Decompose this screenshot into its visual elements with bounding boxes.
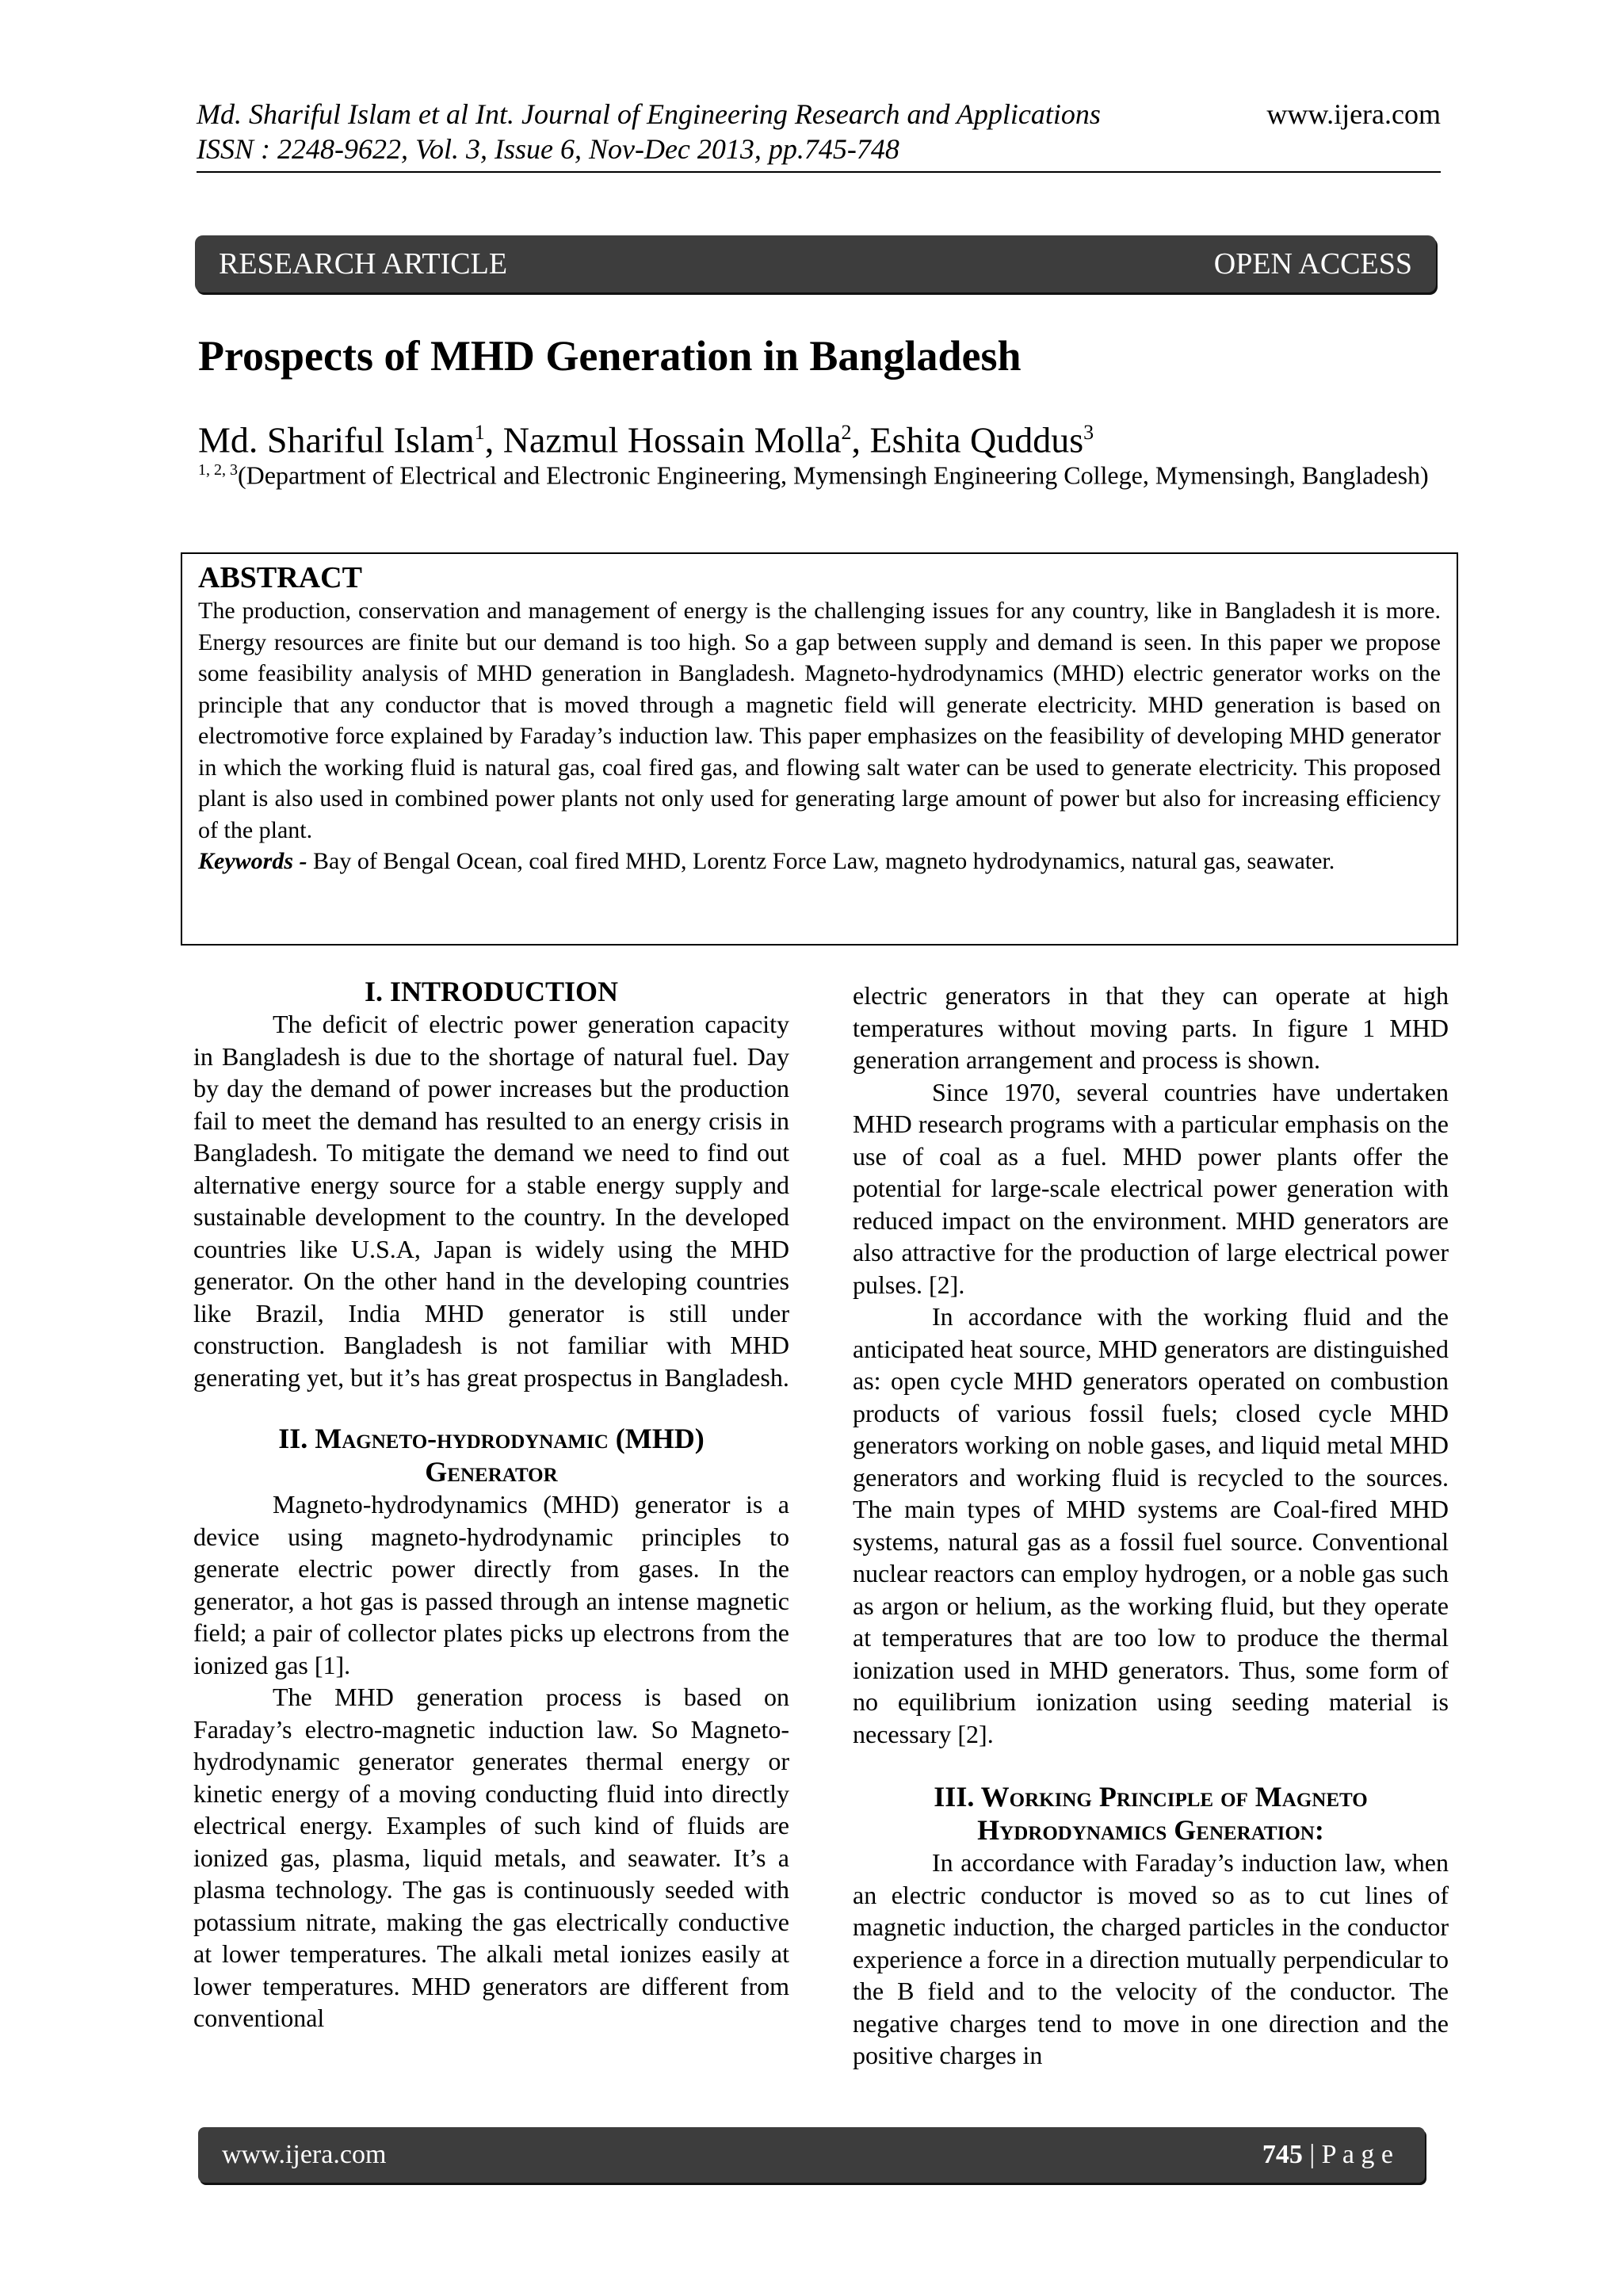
section-heading-line: Hydrodynamics Generation: (977, 1814, 1324, 1846)
affiliation (198, 453, 1450, 492)
author-list: Md. Shariful Islam$^1$, Nazmul Hossain Molla$^2$, Eshita Quddus$^3$ (198, 419, 1094, 460)
mhd-paragraph-1: Magneto-hydrodynamics (MHD) generator is a device using magneto-hydrodynamic principles to generate electric power directly from gases. In the generator, a hot gas is passed through an intense magnetic field; a pair of collector plates picks up electrons from the ionized gas [1]. (193, 1490, 789, 1679)
section-heading-line: II. Magneto-hydrodynamic (MHD) (278, 1423, 705, 1454)
abstract-box (181, 552, 1458, 946)
author-affil-sup: 3 (1083, 421, 1094, 444)
affiliation-text: (Department of Electrical and Electronic Engineering, Mymensingh Engineering College, Mymensingh, Bangladesh) (238, 460, 1429, 490)
author-name: Nazmul Hossain Molla (502, 419, 842, 460)
keywords (198, 846, 1441, 877)
page-number-value: 745 (1262, 2140, 1303, 2169)
page-label: | P a g e (1302, 2140, 1393, 2169)
journal-citation-line: Md. Shariful Islam et al Int. Journal of Engineering Research and Applications (197, 98, 1101, 130)
author-affil-sup: 2 (841, 421, 852, 444)
paper-title: Prospects of MHD Generation in Bangladesh (198, 332, 1022, 380)
author-name: Md. Shariful Islam (198, 419, 475, 460)
section-heading-mhd-generator (193, 1422, 789, 1488)
abstract-text: The production, conservation and management of energy is the challenging issues for any country, like in Bangladesh it is more. Energy resources are finite but our demand is too high. So a gap between supply and demand is seen. In this paper we propose some feasibility analysis of MHD generation in Bangladesh. Magneto-hydrodynamics (MHD) electric generator works on the principle that any conductor that is moved through a magnetic field will generate electricity. MHD generation is based on electromotive force explained by Faraday’s induction law. This paper emphasizes on the feasibility of developing MHD generator in which the working fluid is natural gas, coal fired gas, and flowing salt water can be used to generate electricity. This proposed plant is also used in combined power plants not only used for generating large amount of power but also for increasing efficiency of the plant. (198, 598, 1441, 843)
journal-header (197, 97, 1441, 166)
section-heading-introduction: I. INTRODUCTION (364, 976, 619, 1007)
right-column (853, 980, 1449, 2072)
mhd-paragraph-2: The MHD generation process is based on Faraday’s electro-magnetic induction law. So Magneto-hydrodynamic generator generates thermal energy or kinetic energy of a moving conducting fluid into directly electrical energy. Examples of such kind of fluids are ionized gas, plasma, liquid metals, and seawater. It’s a plasma technology. The gas is continuously seeded with potassium nitrate, making the gas electrically conductive at lower temperatures. The alkali metal ionizes easily at lower temperatures. MHD generators are different from conventional (193, 1683, 789, 2032)
article-type-banner (195, 235, 1436, 292)
mhd-paragraph-3: electric generators in that they can operate at high temperatures without moving parts. In figure 1 MHD generation arrangement and process is shown. (853, 981, 1449, 1074)
journal-issn-line: ISSN : 2248-9622, Vol. 3, Issue 6, Nov-Dec 2013, pp.745-748 (197, 133, 899, 165)
footer-website[interactable]: www.ijera.com (222, 2140, 387, 2169)
section-heading-line: Generator (425, 1456, 558, 1488)
section-heading-working-principle (853, 1780, 1449, 1847)
working-paragraph-1: In accordance with Faraday’s induction law, when an electric conductor is moved so as to cut lines of magnetic induction, the charged particles in the conductor experience a force in a direction mutually perpendicular to the B field and to the velocity of the conductor. The negative charges tend to move in one direction and the positive charges in (853, 1848, 1449, 2069)
keywords-label: Keywords - (198, 848, 307, 874)
mhd-paragraph-4: Since 1970, several countries have undertaken MHD research programs with a particular emphasis on the use of coal as a fuel. MHD power plants offer the potential for large-scale electrical power generation with reduced impact on the environment. MHD generators are also attractive for the production of large electrical power pulses. [2]. (853, 1077, 1449, 1299)
section-heading-line: III. Working Principle of Magneto (934, 1781, 1368, 1813)
affiliation-sup: 1, 2, 3 (198, 461, 238, 479)
header-divider (197, 171, 1441, 173)
page-footer (198, 2127, 1425, 2183)
open-access-label: OPEN ACCESS (1213, 247, 1412, 281)
author-affil-sup: 1 (474, 421, 485, 444)
author-name: Eshita Quddus (869, 419, 1084, 460)
left-column (193, 975, 789, 2034)
article-type-label: RESEARCH ARTICLE (219, 247, 508, 281)
keywords-list: Bay of Bengal Ocean, coal fired MHD, Lorentz Force Law, magneto hydrodynamics, natural gas, seawater. (307, 848, 1335, 874)
page-number (1262, 2127, 1393, 2183)
abstract-heading: ABSTRACT (198, 561, 362, 594)
mhd-paragraph-5: In accordance with the working fluid and the anticipated heat source, MHD generators are distinguished as: open cycle MHD generators operated on combustion products of various fossil fuels; closed cycle MHD generators working on noble gases, and liquid metal MHD generators and working fluid is recycled to the sources. The main types of MHD systems are Coal-fired MHD systems, natural gas as a fossil fuel source. Conventional nuclear reactors can employ hydrogen, or a noble gas such as argon or helium, as the working fluid, but they operate at temperatures that are too low to produce the thermal ionization used in MHD generators. Thus, some form of no equilibrium ionization using seeding material is necessary [2]. (853, 1302, 1449, 1748)
intro-paragraph: The deficit of electric power generation capacity in Bangladesh is due to the shortage of natural fuel. Day by day the demand of power increases but the production fail to meet the demand has resulted to an energy crisis in Bangladesh. To mitigate the demand we need to find out alternative energy source for a stable energy supply and sustainable development to the country. In the developed countries like U.S.A, Japan is widely using the MHD generator. On the other hand in the developing countries like Brazil, India MHD generator is still under construction. Bangladesh is not familiar with MHD generating yet, but it’s has great prospectus in Bangladesh. (193, 1010, 789, 1392)
journal-website[interactable]: www.ijera.com (1266, 98, 1441, 130)
